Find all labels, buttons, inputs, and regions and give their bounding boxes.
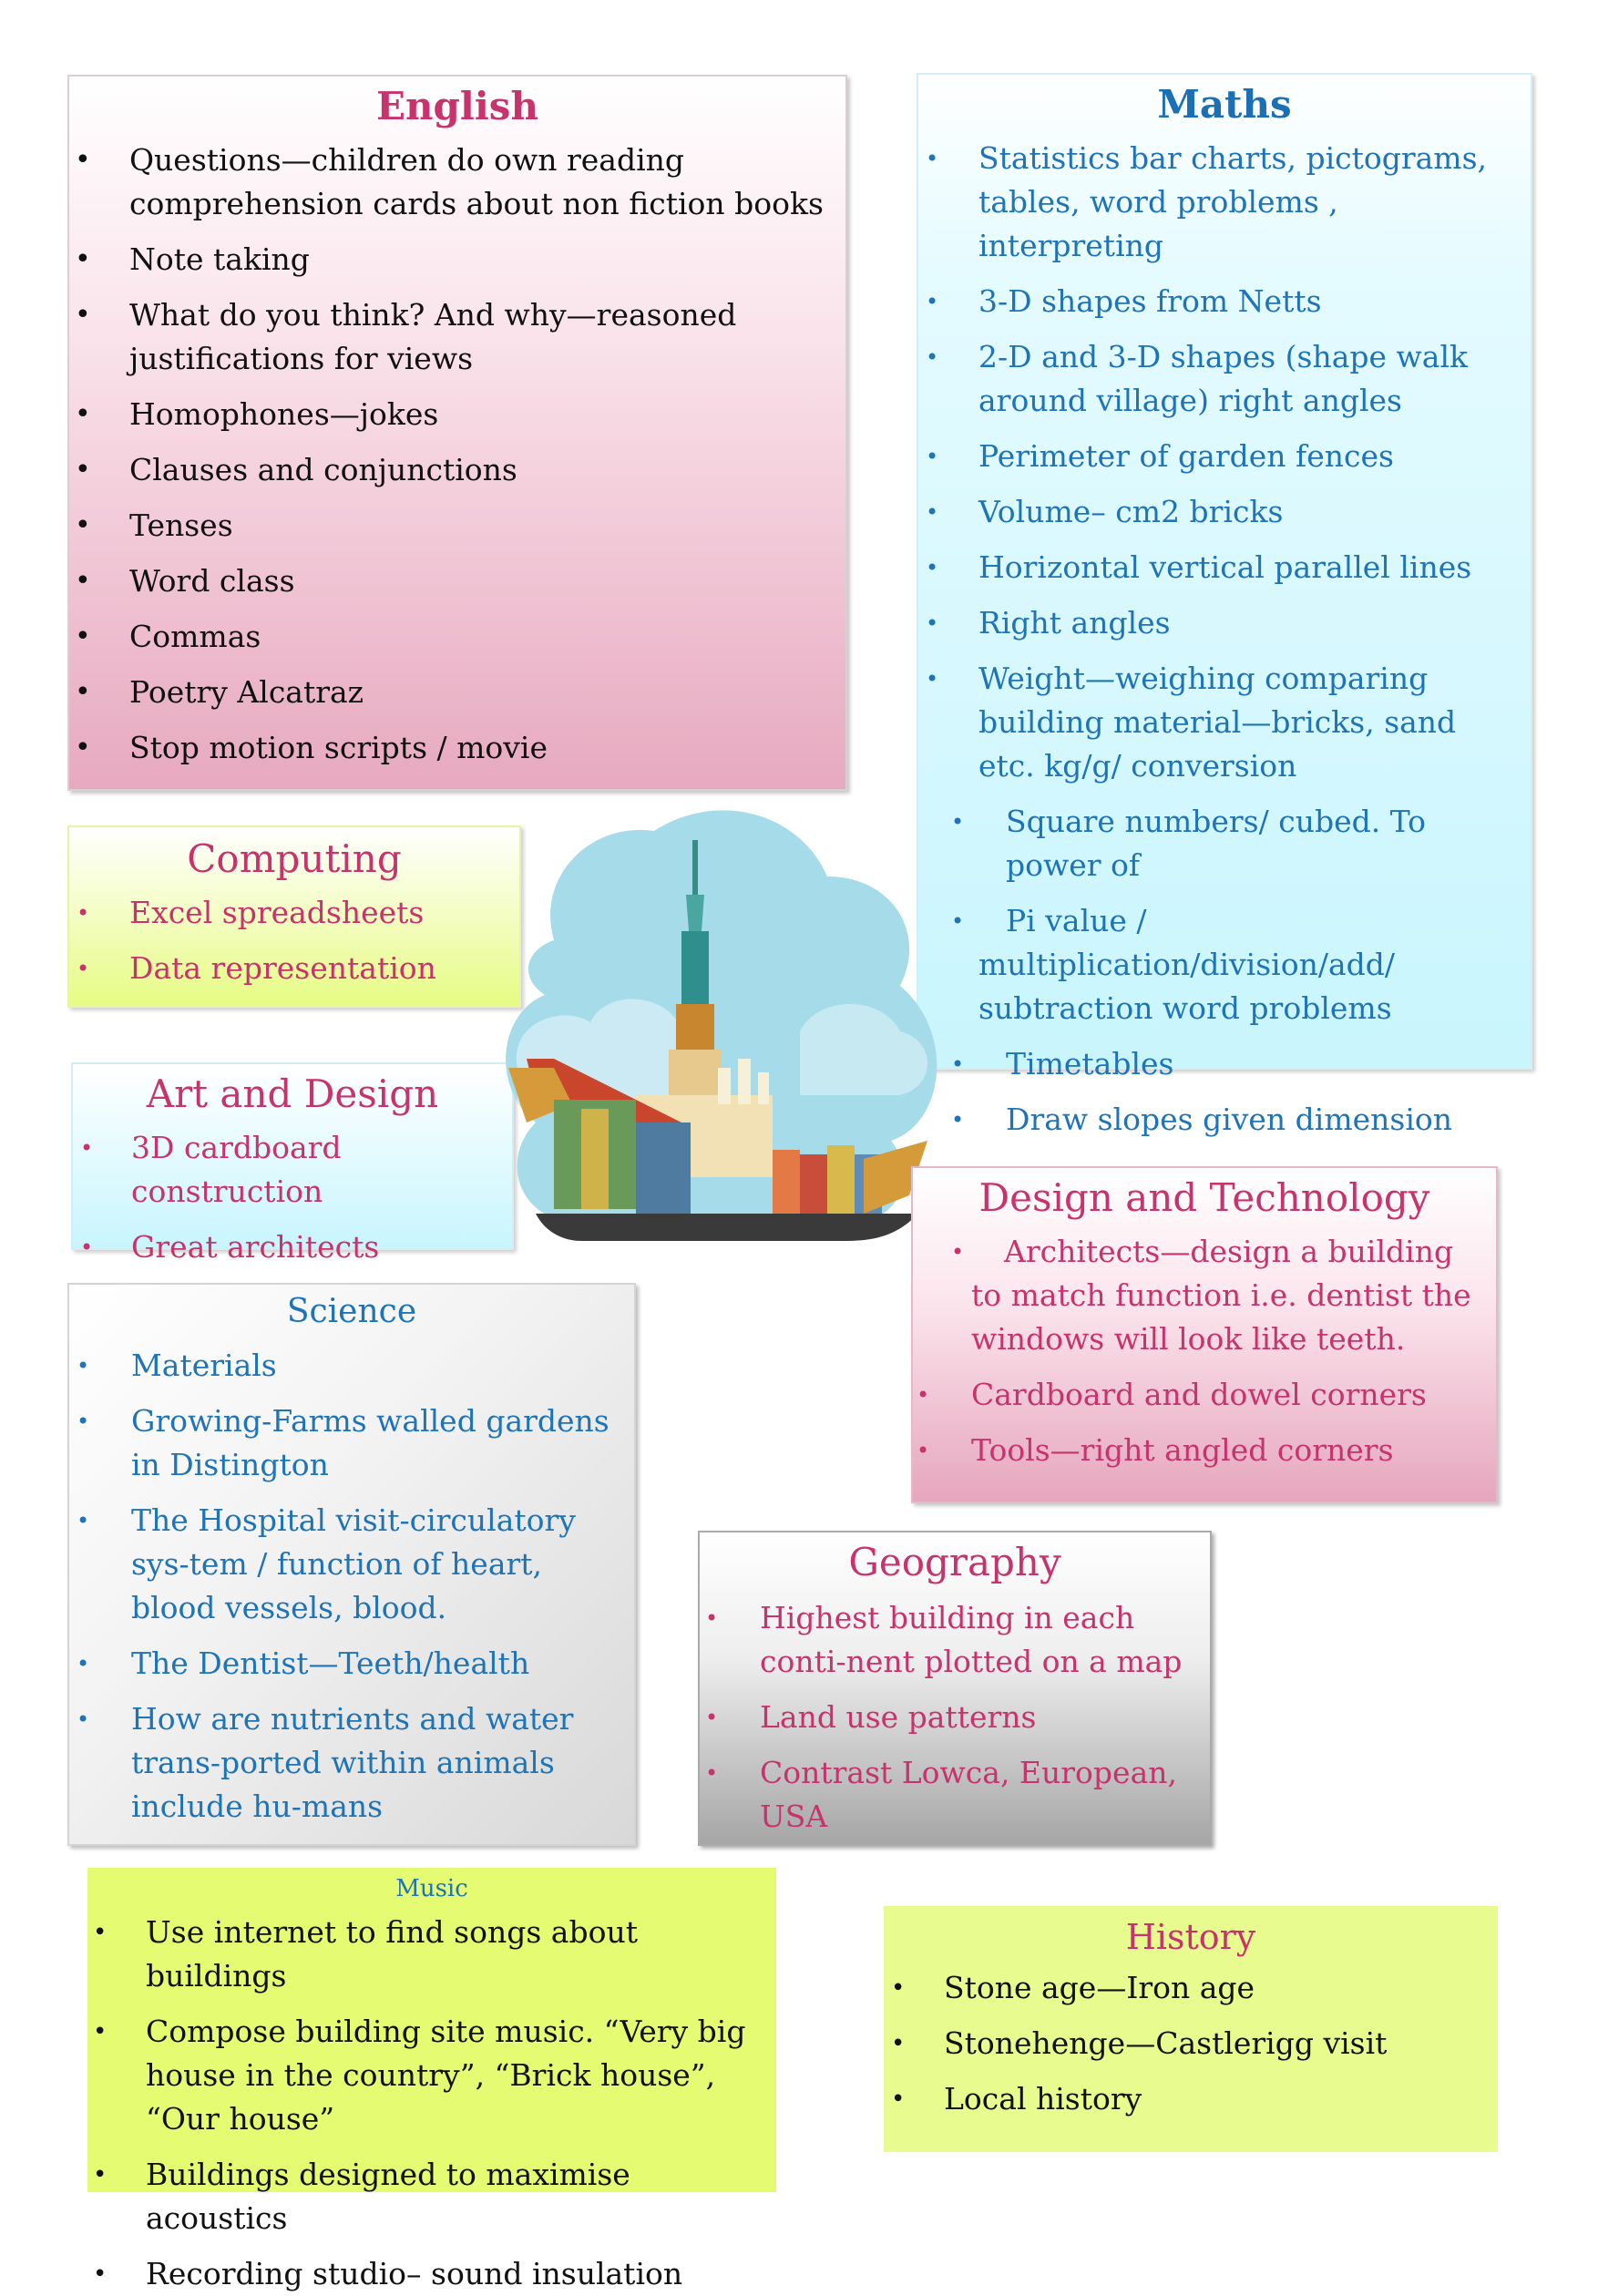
history-list <box>884 1966 1498 2121</box>
list-item: • Weight—weighing comparing building material—bricks, sand etc. kg/g/ conversion <box>918 657 1531 788</box>
science-title: Science <box>286 1293 417 1330</box>
history-title: History <box>1125 1917 1256 1957</box>
list-item: • Compose building site music. “Very big house in the country”, “Brick house”, “Our house” <box>87 2010 776 2141</box>
english-title: English <box>375 84 538 128</box>
music-panel <box>87 1868 776 2292</box>
list-item: • Recording studio– sound insulation <box>87 2252 776 2296</box>
list-item: • Architects—design a building to match function i.e. dentist the windows will look like teeth. <box>913 1230 1496 1361</box>
list-item: • Volume– cm2 bricks <box>918 490 1531 534</box>
list-item: • Cardboard and dowel corners <box>913 1373 1496 1417</box>
list-item: • The Dentist—Teeth/health <box>69 1642 634 1686</box>
list-item: • How are nutrients and water trans-ported within animals include hu-mans <box>69 1697 634 1829</box>
maths-title: Maths <box>1157 82 1292 127</box>
hall-turret <box>738 1059 751 1104</box>
tower-spire <box>692 840 698 895</box>
list-item: • Data representation <box>69 947 519 990</box>
design-technology-list <box>913 1230 1496 1472</box>
science-panel <box>67 1283 636 1846</box>
ground <box>536 1214 918 1241</box>
list-item: • Pi value / multiplication/division/add/ subtraction word problems <box>918 899 1531 1030</box>
art-design-title: Art and Design <box>146 1071 439 1116</box>
list-item: • Buildings designed to maximise acoustics <box>87 2153 776 2240</box>
list-item: • Questions—children do own reading comprehension cards about non fiction books <box>69 138 845 226</box>
list-item: • 2-D and 3-D shapes (shape walk around village) right angles <box>918 335 1531 423</box>
list-item: • Stop motion scripts / movie <box>69 726 845 770</box>
list-item: • What do you think? And why—reasoned justifications for views <box>69 293 845 381</box>
list-item: • Horizontal vertical parallel lines <box>918 546 1531 589</box>
left-houses <box>636 1122 691 1214</box>
town-hall-illustration <box>499 794 948 1246</box>
science-list <box>69 1344 634 1829</box>
computing-panel <box>67 825 521 1008</box>
hall-turret <box>758 1072 769 1104</box>
list-item: • Homophones—jokes <box>69 393 845 436</box>
geography-title: Geography <box>848 1540 1061 1584</box>
list-item: • Tools—right angled corners <box>913 1429 1496 1472</box>
maths-panel <box>917 73 1532 1138</box>
geography-panel <box>698 1531 1212 1846</box>
list-item: • Stone age—Iron age <box>884 1966 1498 2010</box>
list-item: • Highest building in each conti-nent plotted on a map <box>700 1596 1210 1684</box>
art-design-list <box>73 1126 512 1269</box>
tower-upper <box>681 931 709 1004</box>
tower-mid <box>676 1004 714 1050</box>
list-item: • Excel spreadsheets <box>69 891 519 935</box>
design-technology-title: Design and Technology <box>978 1175 1430 1220</box>
list-item: • Draw slopes given dimension <box>918 1098 1531 1142</box>
list-item: • Clauses and conjunctions <box>69 448 845 492</box>
computing-list <box>69 891 519 990</box>
list-item: • Use internet to find songs about buildings <box>87 1911 776 1998</box>
list-item: • Word class <box>69 559 845 603</box>
list-item: • Growing-Farms walled gardens in Distington <box>69 1399 634 1487</box>
list-item: • Commas <box>69 615 845 659</box>
list-item: • Contrast Lowca, European, USA <box>700 1751 1210 1839</box>
list-item: • Local history <box>884 2077 1498 2121</box>
design-technology-panel <box>911 1166 1498 1503</box>
music-title: Music <box>395 1875 468 1902</box>
computing-title: Computing <box>187 836 402 881</box>
right-houses <box>773 1150 800 1214</box>
list-item: • 3-D shapes from Netts <box>918 280 1531 323</box>
english-list <box>69 138 845 770</box>
left-houses <box>581 1109 609 1209</box>
list-item: • 3D cardboard construction <box>73 1126 512 1214</box>
maths-list <box>918 137 1531 1142</box>
art-design-panel <box>71 1062 514 1266</box>
music-list <box>87 1911 776 2296</box>
list-item: • Materials <box>69 1344 634 1388</box>
list-item: • Perimeter of garden fences <box>918 435 1531 478</box>
tower-top <box>686 895 704 931</box>
list-item: • Land use patterns <box>700 1696 1210 1739</box>
list-item: • Square numbers/ cubed. To power of <box>918 800 1531 887</box>
list-item: • Stonehenge—Castlerigg visit <box>884 2022 1498 2065</box>
list-item: • Statistics bar charts, pictograms, tables, word problems , interpreting <box>918 137 1531 268</box>
english-panel <box>67 75 847 791</box>
list-item: • The Hospital visit-circulatory sys-tem / function of heart, blood vessels, blood. <box>69 1499 634 1630</box>
history-panel <box>884 1906 1498 2152</box>
right-houses <box>800 1154 827 1214</box>
hall-turret <box>718 1068 731 1104</box>
list-item: • Great architects <box>73 1225 512 1269</box>
list-item: • Timetables <box>918 1042 1531 1086</box>
list-item: • Tenses <box>69 504 845 548</box>
right-houses <box>827 1145 855 1214</box>
geography-list <box>700 1596 1210 1839</box>
list-item: • Right angles <box>918 601 1531 645</box>
list-item: • Note taking <box>69 238 845 282</box>
list-item: • Poetry Alcatraz <box>69 671 845 714</box>
